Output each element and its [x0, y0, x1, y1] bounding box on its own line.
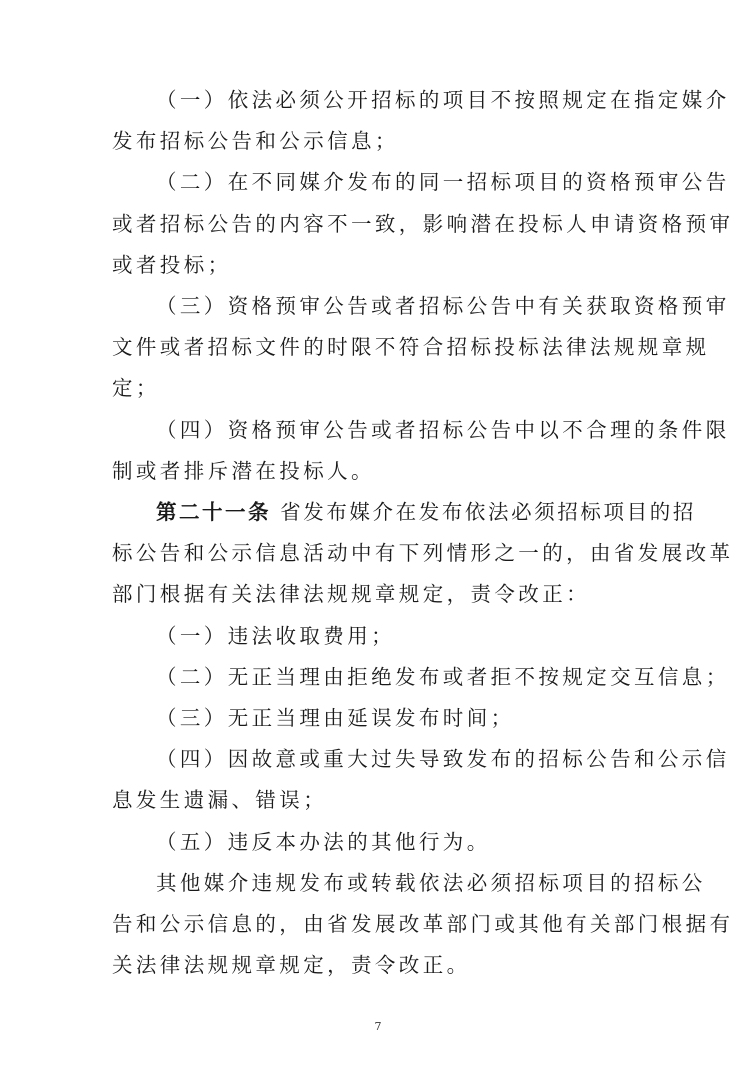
text-line: 关法律法规规章规定，责令改正。 — [112, 953, 471, 978]
text-line: 发布招标公告和公示信息； — [112, 129, 399, 154]
text-line: 标公告和公示信息活动中有下列情形之一的，由省发展改革 — [112, 541, 734, 566]
text-line: 部门根据有关法律法规规章规定，责令改正： — [112, 582, 590, 607]
text-line: （一）依法必须公开招标的项目不按照规定在指定媒介 — [156, 88, 730, 112]
text-line: 或者招标公告的内容不一致，影响潜在投标人申请资格预审 — [112, 211, 734, 236]
text-line: 文件或者招标文件的时限不符合招标投标法律法规规章规 — [112, 335, 710, 360]
text-line: 息发生遗漏、错误； — [112, 788, 328, 813]
text-line: 省发布媒介在发布依法必须招标项目的招 — [280, 500, 696, 524]
page-number: 7 — [374, 1020, 382, 1033]
text-line: 或者投标； — [112, 252, 232, 277]
text-line: （四）因故意或重大过失导致发布的招标公告和公示信 — [156, 747, 730, 772]
text-line: （一）违法收取费用； — [156, 623, 395, 648]
text-line: 其他媒介违规发布或转载依法必须招标项目的招标公 — [156, 870, 706, 895]
text-line: （二）在不同媒介发布的同一招标项目的资格预审公告 — [156, 170, 730, 195]
text-line: （五）违反本办法的其他行为。 — [156, 829, 491, 854]
text-line: （三）无正当理由延误发布时间； — [156, 706, 515, 730]
text-line: （三）资格预审公告或者招标公告中有关获取资格预审 — [156, 294, 730, 318]
text-line: 定； — [112, 376, 160, 401]
text-line: （二）无正当理由拒绝发布或者拒不按规定交互信息； — [156, 664, 730, 689]
article-line — [156, 500, 696, 524]
text-line: 制或者排斥潜在投标人。 — [112, 458, 375, 483]
text-line: （四）资格预审公告或者招标公告中以不合理的条件限 — [156, 417, 730, 442]
text-line: 告和公示信息的，由省发展改革部门或其他有关部门根据有 — [112, 912, 734, 936]
article-heading: 第二十一条 — [156, 500, 271, 524]
